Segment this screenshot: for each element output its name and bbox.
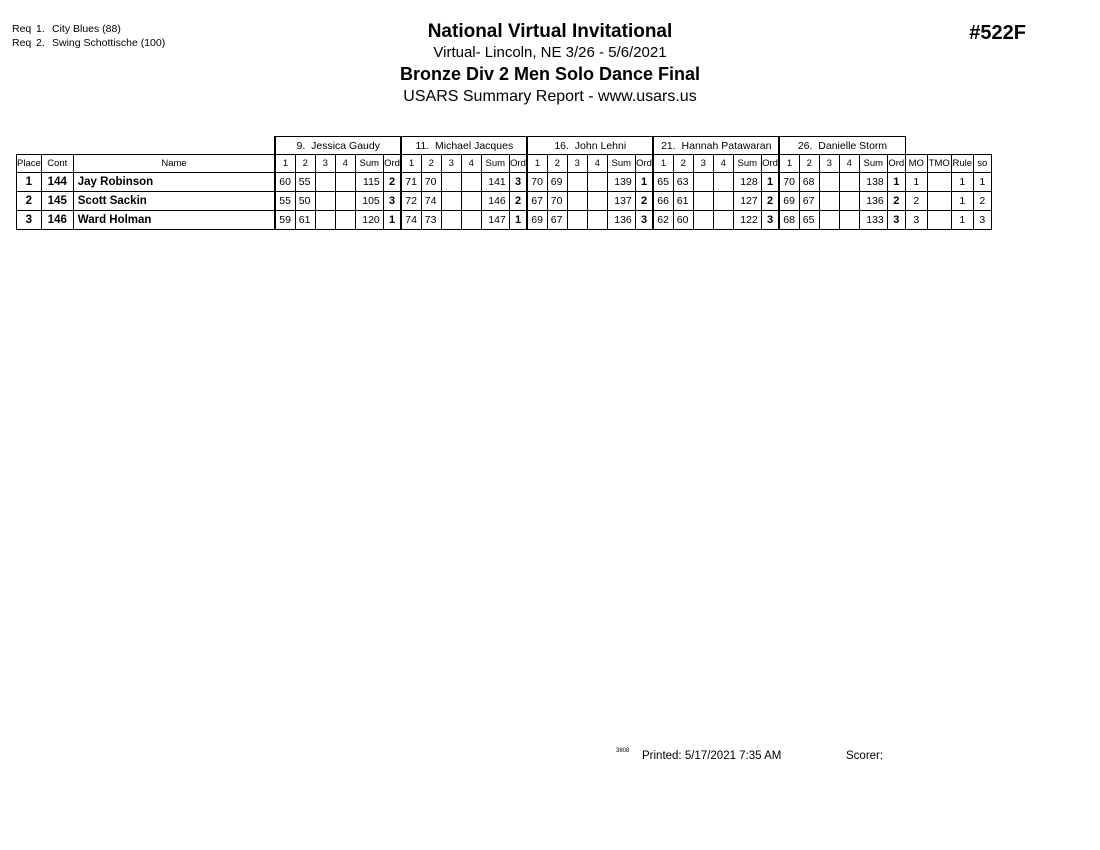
judge-header-4 (653, 137, 779, 155)
cell-j1-ord: 2 (383, 173, 401, 192)
cell-j2-s1: 74 (401, 211, 421, 230)
cell-j1-s4 (335, 192, 355, 211)
table-row (17, 192, 992, 211)
cell-j1-s4 (335, 211, 355, 230)
footer-printed: Printed: 5/17/2021 7:35 AM (642, 750, 782, 762)
cell-j5-sum: 138 (859, 173, 887, 192)
cell-tmo (927, 211, 951, 230)
summary-table (16, 136, 992, 230)
report-subtitle: USARS Summary Report - www.usars.us (403, 88, 697, 105)
cell-cont: 146 (41, 211, 73, 230)
cell-j2-s3 (441, 211, 461, 230)
cell-j1-ord: 1 (383, 211, 401, 230)
cell-rule: 1 (951, 211, 973, 230)
cell-j5-ord: 2 (887, 192, 905, 211)
cell-cont: 144 (41, 173, 73, 192)
cell-mo: 2 (905, 192, 927, 211)
header-j5-s3: 3 (819, 155, 839, 173)
cell-name: Ward Holman (73, 211, 275, 230)
header-j4-s2: 2 (673, 155, 693, 173)
cell-j3-s4 (587, 211, 607, 230)
cell-place: 3 (17, 211, 42, 230)
cell-so: 2 (973, 192, 991, 211)
cell-j4-sum: 128 (733, 173, 761, 192)
cell-j1-s4 (335, 173, 355, 192)
cell-j1-ord: 3 (383, 192, 401, 211)
header-j3-s4: 4 (587, 155, 607, 173)
cell-j3-s1: 70 (527, 173, 547, 192)
cell-cont: 145 (41, 192, 73, 211)
cell-j3-sum: 137 (607, 192, 635, 211)
cell-place: 1 (17, 173, 42, 192)
header-j3-sum: Sum (607, 155, 635, 173)
cell-j4-s4 (713, 211, 733, 230)
header-j1-s2: 2 (295, 155, 315, 173)
judge-name: Danielle Storm (818, 139, 888, 152)
cell-j3-s4 (587, 192, 607, 211)
header-rule: Rule (951, 155, 973, 173)
cell-j4-ord: 2 (761, 192, 779, 211)
table-row (17, 211, 992, 230)
header-mo: MO (905, 155, 927, 173)
cell-j3-ord: 3 (635, 211, 653, 230)
cell-j1-s3 (315, 192, 335, 211)
cell-j3-ord: 1 (635, 173, 653, 192)
requirement-label: Req (12, 23, 32, 35)
summary-table-wrap (16, 136, 992, 230)
cell-tmo (927, 192, 951, 211)
footer-scorer: Scorer: (846, 750, 884, 762)
header-j1-s4: 4 (335, 155, 355, 173)
cell-j3-s3 (567, 173, 587, 192)
judge-name: Michael Jacques (434, 139, 514, 152)
spacer-cell (905, 137, 927, 155)
header-j3-s3: 3 (567, 155, 587, 173)
spacer-cell (951, 137, 973, 155)
event-code: #522F (969, 22, 1026, 44)
column-header-row (17, 155, 992, 173)
header-j4-s3: 3 (693, 155, 713, 173)
cell-j2-s4 (461, 192, 481, 211)
cell-j4-s1: 65 (653, 173, 673, 192)
cell-j4-s4 (713, 192, 733, 211)
requirement-label: Req (12, 37, 32, 49)
competition-location-dates: Virtual- Lincoln, NE 3/26 - 5/6/2021 (433, 44, 667, 61)
cell-mo: 1 (905, 173, 927, 192)
cell-j3-s2: 67 (547, 211, 567, 230)
cell-j2-s1: 72 (401, 192, 421, 211)
judge-header-3 (527, 137, 653, 155)
cell-j5-s3 (819, 211, 839, 230)
cell-name: Jay Robinson (73, 173, 275, 192)
header-cont: Cont (41, 155, 73, 173)
cell-j5-ord: 3 (887, 211, 905, 230)
cell-j3-s4 (587, 173, 607, 192)
header-j3-s1: 1 (527, 155, 547, 173)
cell-j1-s1: 59 (275, 211, 295, 230)
spacer-cell (927, 137, 951, 155)
header-j4-s4: 4 (713, 155, 733, 173)
cell-j5-ord: 1 (887, 173, 905, 192)
cell-j2-ord: 3 (509, 173, 527, 192)
cell-j1-s1: 60 (275, 173, 295, 192)
spacer-cell (41, 137, 73, 155)
cell-j4-s3 (693, 192, 713, 211)
judge-number: 16. (554, 139, 569, 152)
cell-j5-s2: 65 (799, 211, 819, 230)
cell-j2-sum: 147 (481, 211, 509, 230)
cell-j4-ord: 1 (761, 173, 779, 192)
cell-j4-sum: 122 (733, 211, 761, 230)
cell-j1-s3 (315, 211, 335, 230)
cell-j2-sum: 146 (481, 192, 509, 211)
header-j2-ord: Ord (509, 155, 527, 173)
cell-j3-sum: 136 (607, 211, 635, 230)
competition-title: National Virtual Invitational (427, 21, 673, 42)
cell-j1-sum: 115 (355, 173, 383, 192)
header-j5-s4: 4 (839, 155, 859, 173)
cell-j5-s4 (839, 211, 859, 230)
cell-j2-s2: 74 (421, 192, 441, 211)
cell-j5-s1: 69 (779, 192, 799, 211)
cell-place: 2 (17, 192, 42, 211)
header-j2-s3: 3 (441, 155, 461, 173)
cell-j2-s2: 73 (421, 211, 441, 230)
cell-j5-sum: 136 (859, 192, 887, 211)
cell-j2-s3 (441, 192, 461, 211)
cell-j3-ord: 2 (635, 192, 653, 211)
judge-number: 9. (296, 139, 306, 152)
spacer-cell (17, 137, 42, 155)
cell-j3-s1: 69 (527, 211, 547, 230)
cell-j2-s3 (441, 173, 461, 192)
cell-j2-sum: 141 (481, 173, 509, 192)
judge-name: Jessica Gaudy (311, 139, 380, 152)
cell-j4-sum: 127 (733, 192, 761, 211)
cell-j4-s1: 66 (653, 192, 673, 211)
cell-j1-s2: 61 (295, 211, 315, 230)
cell-j4-s2: 60 (673, 211, 693, 230)
cell-j2-s4 (461, 173, 481, 192)
report-header (0, 20, 1100, 108)
cell-mo: 3 (905, 211, 927, 230)
cell-j2-ord: 2 (509, 192, 527, 211)
header-place: Place (17, 155, 42, 173)
cell-j3-s2: 70 (547, 192, 567, 211)
cell-j3-s1: 67 (527, 192, 547, 211)
cell-j3-sum: 139 (607, 173, 635, 192)
judge-name: Hannah Patawaran (681, 139, 772, 152)
header-j5-s2: 2 (799, 155, 819, 173)
cell-j4-s2: 63 (673, 173, 693, 192)
cell-j3-s2: 69 (547, 173, 567, 192)
cell-j1-s3 (315, 173, 335, 192)
cell-so: 1 (973, 173, 991, 192)
header-j1-s1: 1 (275, 155, 295, 173)
judge-header-1 (275, 137, 401, 155)
header-so: so (973, 155, 991, 173)
header-j1-ord: Ord (383, 155, 401, 173)
cell-j1-s1: 55 (275, 192, 295, 211)
cell-j5-s1: 70 (779, 173, 799, 192)
requirement-number: 1. (36, 23, 45, 35)
header-j5-sum: Sum (859, 155, 887, 173)
cell-j4-s3 (693, 211, 713, 230)
cell-j2-ord: 1 (509, 211, 527, 230)
cell-j4-s2: 61 (673, 192, 693, 211)
judge-number: 21. (661, 139, 676, 152)
header-tmo: TMO (927, 155, 951, 173)
event-title: Bronze Div 2 Men Solo Dance Final (399, 64, 701, 84)
judge-header-row (17, 137, 992, 155)
header-j4-s1: 1 (653, 155, 673, 173)
cell-j5-s3 (819, 192, 839, 211)
cell-j5-s4 (839, 192, 859, 211)
requirement-text: Swing Schottische (100) (52, 37, 166, 49)
cell-j4-ord: 3 (761, 211, 779, 230)
header-j5-ord: Ord (887, 155, 905, 173)
cell-j1-s2: 50 (295, 192, 315, 211)
header-j2-s4: 4 (461, 155, 481, 173)
cell-rule: 1 (951, 192, 973, 211)
cell-j2-s1: 71 (401, 173, 421, 192)
header-j3-s2: 2 (547, 155, 567, 173)
header-j2-s1: 1 (401, 155, 421, 173)
judge-number: 26. (797, 139, 813, 152)
requirement-text: City Blues (88) (52, 23, 121, 35)
header-j2-sum: Sum (481, 155, 509, 173)
cell-j4-s1: 62 (653, 211, 673, 230)
cell-j4-s4 (713, 173, 733, 192)
cell-j5-s4 (839, 173, 859, 192)
header-j4-sum: Sum (733, 155, 761, 173)
header-j1-s3: 3 (315, 155, 335, 173)
cell-j5-s2: 68 (799, 173, 819, 192)
cell-j4-s3 (693, 173, 713, 192)
judge-header-2 (401, 137, 527, 155)
header-j3-ord: Ord (635, 155, 653, 173)
cell-j3-s3 (567, 192, 587, 211)
cell-j1-sum: 120 (355, 211, 383, 230)
requirement-number: 2. (36, 37, 45, 49)
judge-header-5 (779, 137, 905, 155)
cell-tmo (927, 173, 951, 192)
header-j5-s1: 1 (779, 155, 799, 173)
cell-j1-sum: 105 (355, 192, 383, 211)
table-row (17, 173, 992, 192)
header-j2-s2: 2 (421, 155, 441, 173)
cell-name: Scott Sackin (73, 192, 275, 211)
cell-j5-s1: 68 (779, 211, 799, 230)
cell-rule: 1 (951, 173, 973, 192)
cell-j1-s2: 55 (295, 173, 315, 192)
judge-name: John Lehni (574, 139, 627, 152)
cell-j5-s2: 67 (799, 192, 819, 211)
cell-j5-sum: 133 (859, 211, 887, 230)
spacer-cell (73, 137, 275, 155)
header-name: Name (73, 155, 275, 173)
spacer-cell (973, 137, 991, 155)
cell-j3-s3 (567, 211, 587, 230)
cell-j2-s4 (461, 211, 481, 230)
cell-j2-s2: 70 (421, 173, 441, 192)
cell-so: 3 (973, 211, 991, 230)
cell-j5-s3 (819, 173, 839, 192)
header-j4-ord: Ord (761, 155, 779, 173)
footer-code: 3808 (616, 748, 630, 754)
header-j1-sum: Sum (355, 155, 383, 173)
judge-number: 11. (415, 139, 430, 152)
